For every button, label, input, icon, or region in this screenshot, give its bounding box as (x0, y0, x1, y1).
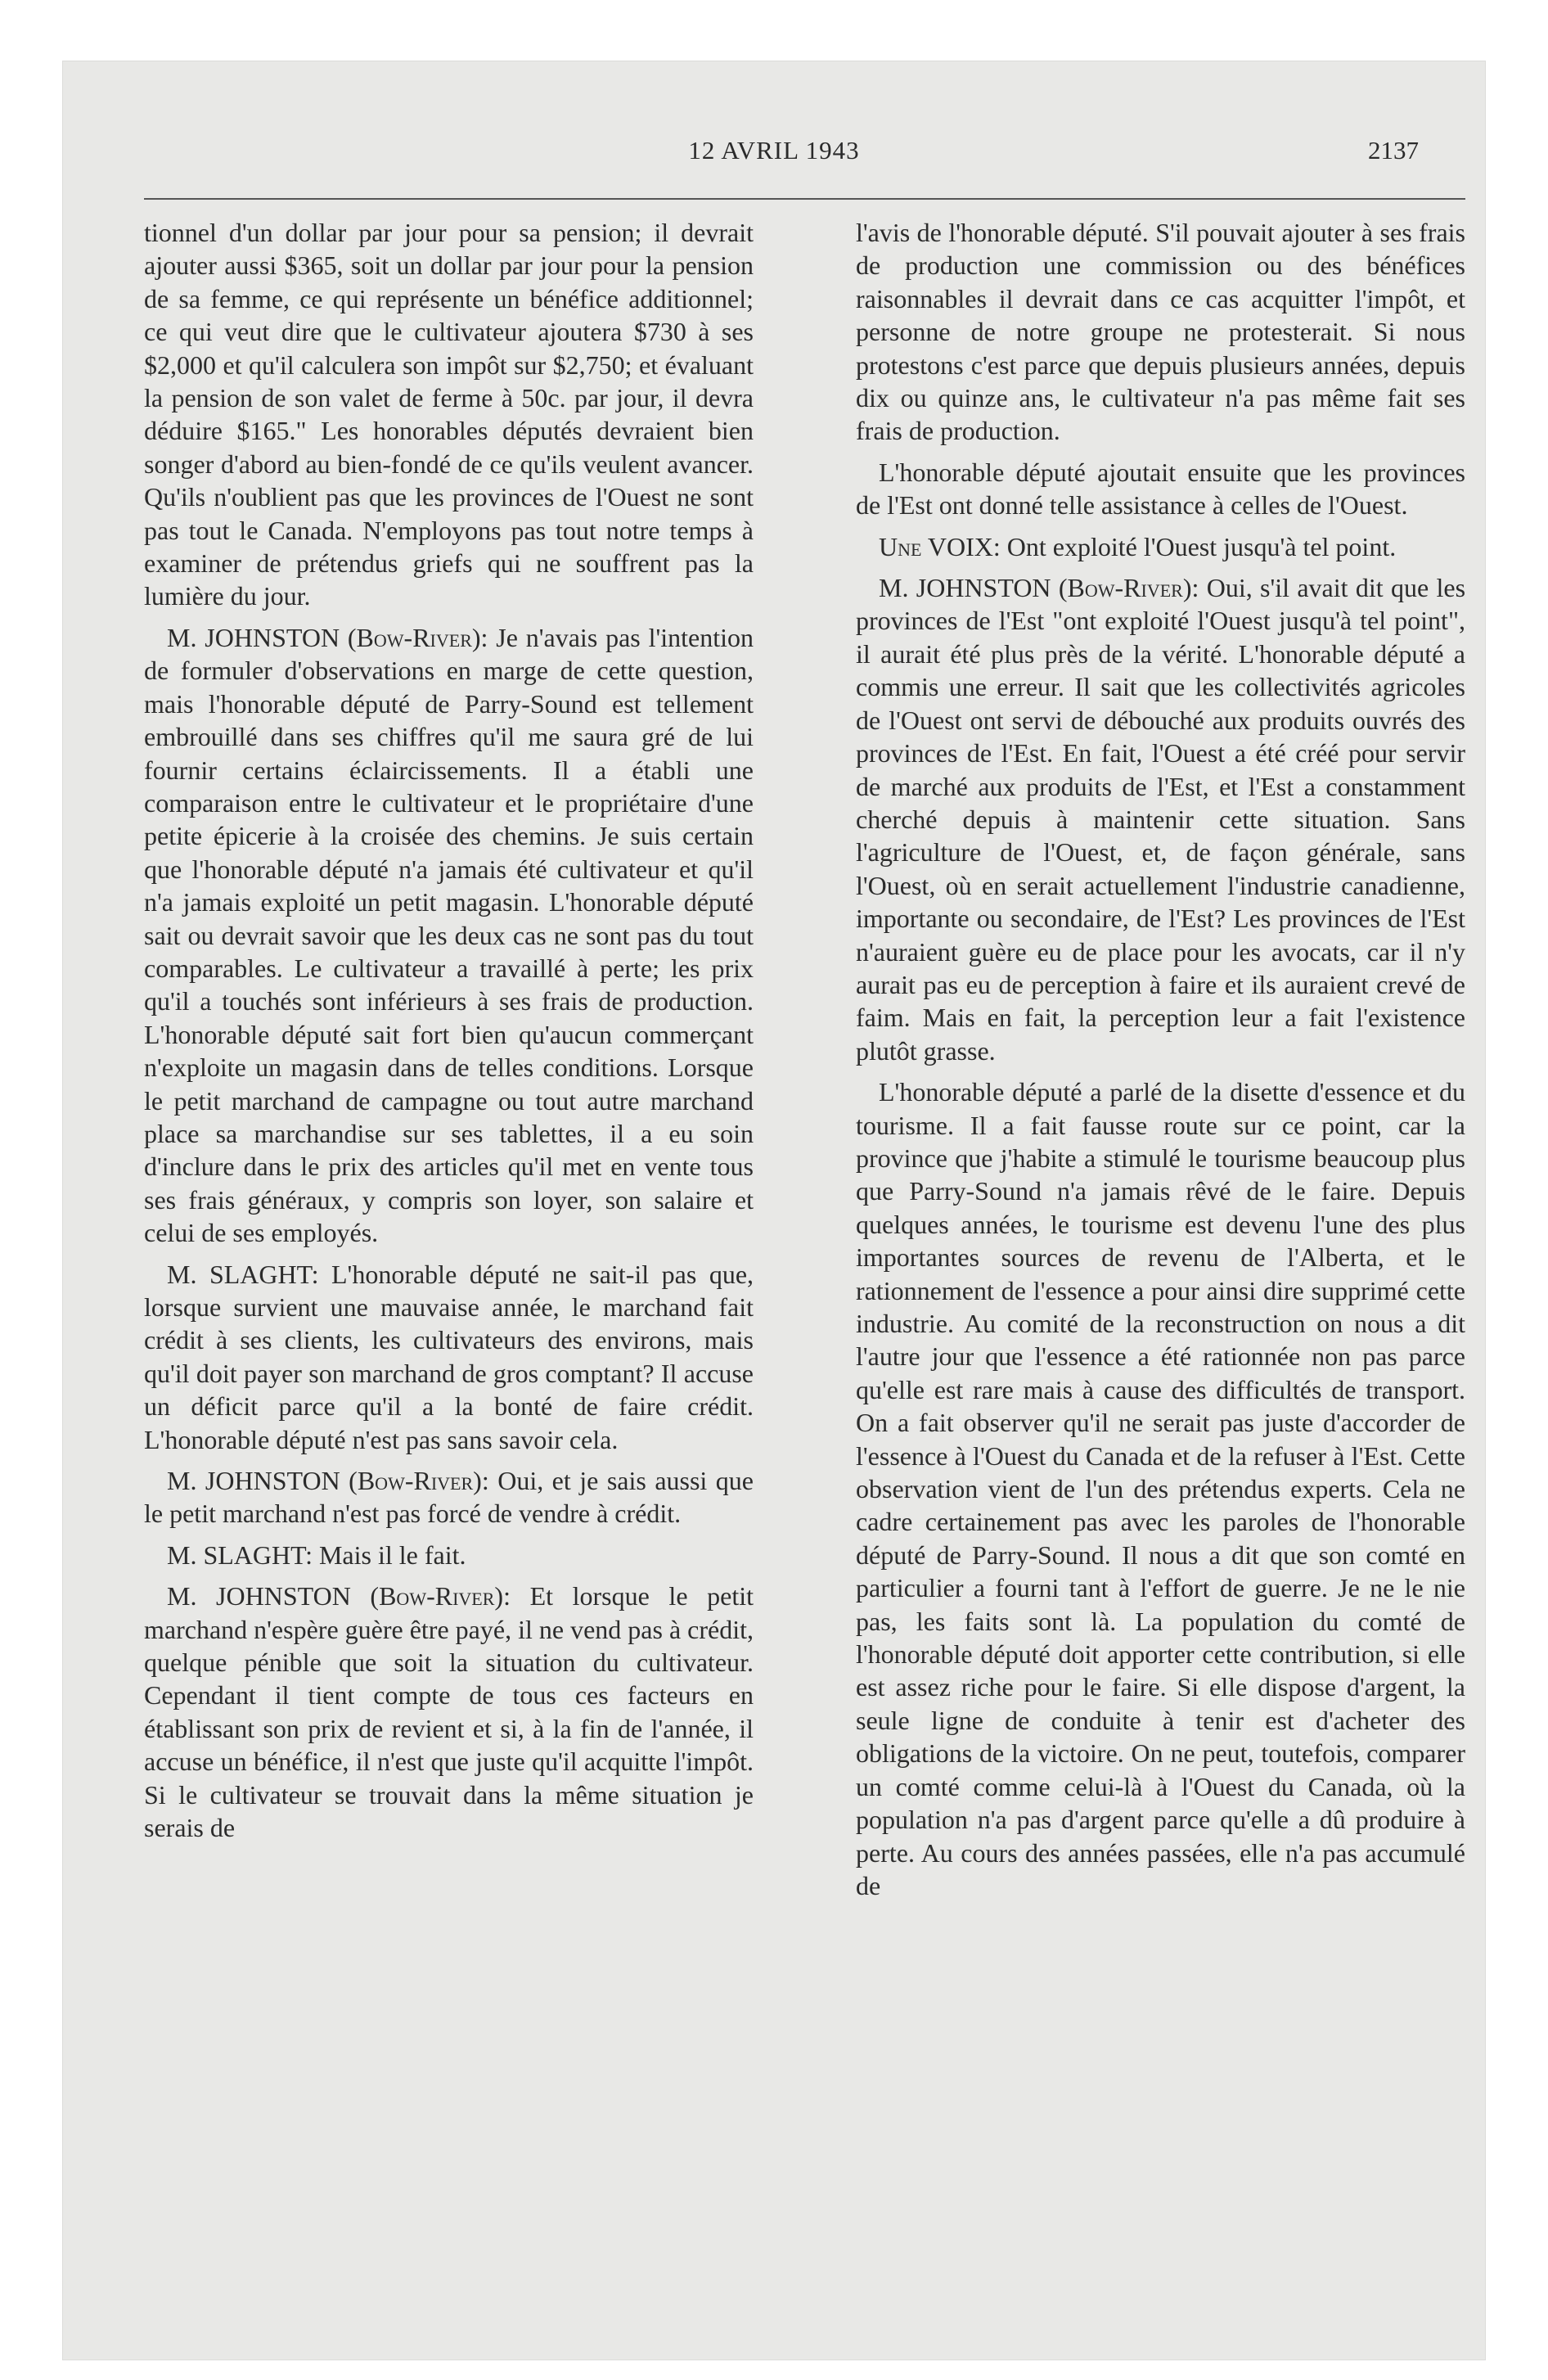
speech-paragraph (144, 1258, 754, 1456)
speech-paragraph (144, 1464, 754, 1530)
paragraph-text: Mais il le fait. (318, 1539, 466, 1570)
paragraph (856, 1075, 1465, 1902)
speaker-name: Une VOIX: (879, 531, 1001, 561)
paragraph-text: Oui, s'il avait dit que les provinces de l'Est "ont exploité l'Ouest jusqu'à tel point", il aurait été plus près de la vérité. L'honorable député a commis une erreur. Il sait que les collectivités agricoles de l'Ouest ont servi de débouché aux produits ouvrés des provinces de l'Est. En fait, l'Ouest a été créé pour servir de marché aux produits de l'Est, et l'Est a constamment cherché depuis à maintenir cette situation. Sans l'agriculture de l'Ouest, et, de façon générale, sans l'Ouest, où en serait actuellement l'industrie canadienne, importante ou secondaire, de l'Est? Les provinces de l'Est n'auraient guère eu de place pour les avocats, car il n'y aurait pas eu de perception à faire et ils auraient crevé de faim. Mais en fait, la perception leur a fait l'existence plutôt grasse. (856, 573, 1465, 1066)
page-header (62, 136, 1486, 185)
speech-paragraph (144, 1580, 754, 1844)
paragraph (144, 216, 754, 613)
paragraph-text: L'honorable député a parlé de la disette d'essence et du tourisme. Il a fait fausse route sur ce point, car la province que j'habite a stimulé le tourisme beaucoup plus que Parry-Sound n'a jamais rêvé de le faire. Depuis quelques années, le tourisme est devenu l'une des plus importantes sources de revenu de l'Alberta, et le rationnement de l'essence a pour ainsi dire supprimé cette industrie. Au comité de la reconstruction on nous a dit l'autre jour que l'essence a été rationnée non pas parce qu'elle est rare mais à cause des difficultés de transport. On a fait observer qu'il ne serait pas juste d'accorder de l'essence à l'Ouest du Canada et de la refuser à l'Est. Cette observation vient de l'un des prétendus experts. Cela ne cadre certainement pas avec les paroles de l'honorable député de Parry-Sound. Il nous a dit que son comté en particulier a fourni tant à l'effort de guerre. Je ne le nie pas, les faits sont là. La population du comté de l'honorable député doit apporter cette contribution, si elle est assez riche pour le faire. Si elle dispose d'argent, la seule ligne de conduite à tenir est d'acheter des obligations de la victoire. On ne peut, toutefois, comparer un comté comme celui-là à l'Ouest du Canada, où la population n'a pas d'argent parce qu'elle a dû produire à perte. Au cours des années passées, elle n'a pas accumulé de (856, 1077, 1465, 1900)
paragraph-text: L'honorable député ajoutait ensuite que les provinces de l'Est ont donné telle assistance à celles de l'Ouest. (856, 457, 1465, 521)
paragraph (856, 216, 1465, 448)
speech-paragraph (856, 571, 1465, 1067)
two-column-body (144, 216, 1465, 2311)
left-column (144, 216, 754, 2311)
speech-paragraph (144, 621, 754, 1250)
speaker-name: M. SLAGHT: (167, 1259, 319, 1289)
paragraph-text: Oui, et je sais aussi que le petit marchand n'est pas forcé de vendre à crédit. (144, 1466, 754, 1529)
right-column (856, 216, 1465, 2311)
paragraph-text: Et lorsque le petit marchand n'espère guère être payé, il ne vend pas à crédit, quelque pénible que soit la situation du cultivateur. Cependant il tient compte de tous ces facteurs en établissant son prix de revient et si, à la fin de l'année, il accuse un bénéfice, il n'est que juste qu'il acquitte l'impôt. Si le cultivateur se trouvait dans la même situation je serais de (144, 1581, 754, 1843)
paragraph-text: l'avis de l'honorable député. S'il pouvait ajouter à ses frais de production une commission ou des bénéfices raisonnables il devrait dans ce cas acquitter l'impôt, et personne de notre groupe ne protesterait. Si nous protestons c'est parce que depuis plusieurs années, depuis dix ou quinze ans, le cultivateur n'a pas même fait ses frais de production. (856, 218, 1465, 446)
speaker-name: M. JOHNSTON (Bow-River): (879, 573, 1199, 603)
speaker-name: M. SLAGHT: (167, 1539, 313, 1570)
paragraph-text: tionnel d'un dollar par jour pour sa pension; il devrait ajouter aussi $365, soit un dollar par jour pour la pension de sa femme, ce qui représente un bénéfice additionnel; ce qui veut dire que le cultivateur ajoutera $730 à ses $2,000 et qu'il calculera son impôt sur $2,750; et évaluant la pension de son valet de ferme à 50c. par jour, il devra déduire $165." Les honorables députés devraient bien songer d'abord au bien-fondé de ce qu'ils veulent avancer. Qu'ils n'oublient pas que les provinces de l'Ouest ne sont pas tout le Canada. N'employons pas tout notre temps à examiner de prétendus griefs qui ne souffrent pas la lumière du jour. (144, 218, 754, 611)
scanned-page (62, 61, 1486, 2360)
speaker-name: M. JOHNSTON (Bow-River): (167, 1466, 489, 1496)
paragraph (856, 456, 1465, 522)
header-rule (144, 198, 1465, 200)
speaker-name: M. JOHNSTON (Bow-River): (167, 1581, 511, 1611)
paragraph-text: L'honorable député ne sait-il pas que, lorsque survient une mauvaise année, le marchand fait crédit à ses clients, les cultivateurs des environs, mais qu'il doit payer son marchand de gros comptant? Il accuse un déficit parce qu'il a la bonté de faire crédit. L'honorable député n'est pas sans savoir cela. (144, 1259, 754, 1454)
speaker-name: M. JOHNSTON (Bow-River): (167, 622, 488, 652)
paragraph-text: Je n'avais pas l'intention de formuler d'observations en marge de cette question, mais l'honorable député de Parry-Sound est tellement embrouillé dans ses chiffres qu'il me saura gré de lui fournir certains éclaircissements. Il a établi une comparaison entre le cultivateur et le propriétaire d'une petite épicerie à la croisée des chemins. Je suis certain que l'honorable député n'a jamais été cultivateur et qu'il n'a jamais exploité un petit magasin. L'honorable député sait ou devrait savoir que les deux cas ne sont pas du tout comparables. Le cultivateur a travaillé à perte; les prix qu'il a touchés sont inférieurs à ses frais de production. L'honorable député sait fort bien qu'aucun commerçant n'exploite un magasin dans de telles conditions. Lorsque le petit marchand de campagne ou tout autre marchand place sa marchandise sur ses tablettes, il a eu soin d'inclure dans le prix des articles qu'il met en vente tous ses frais généraux, y compris son loyer, son salaire et celui de ses employés. (144, 622, 754, 1248)
page-number: 2137 (1368, 136, 1419, 165)
running-head-date: 12 AVRIL 1943 (688, 136, 860, 165)
paragraph-text: Ont exploité l'Ouest jusqu'à tel point. (1006, 531, 1397, 561)
speech-paragraph (144, 1539, 754, 1571)
speech-paragraph (856, 530, 1465, 563)
